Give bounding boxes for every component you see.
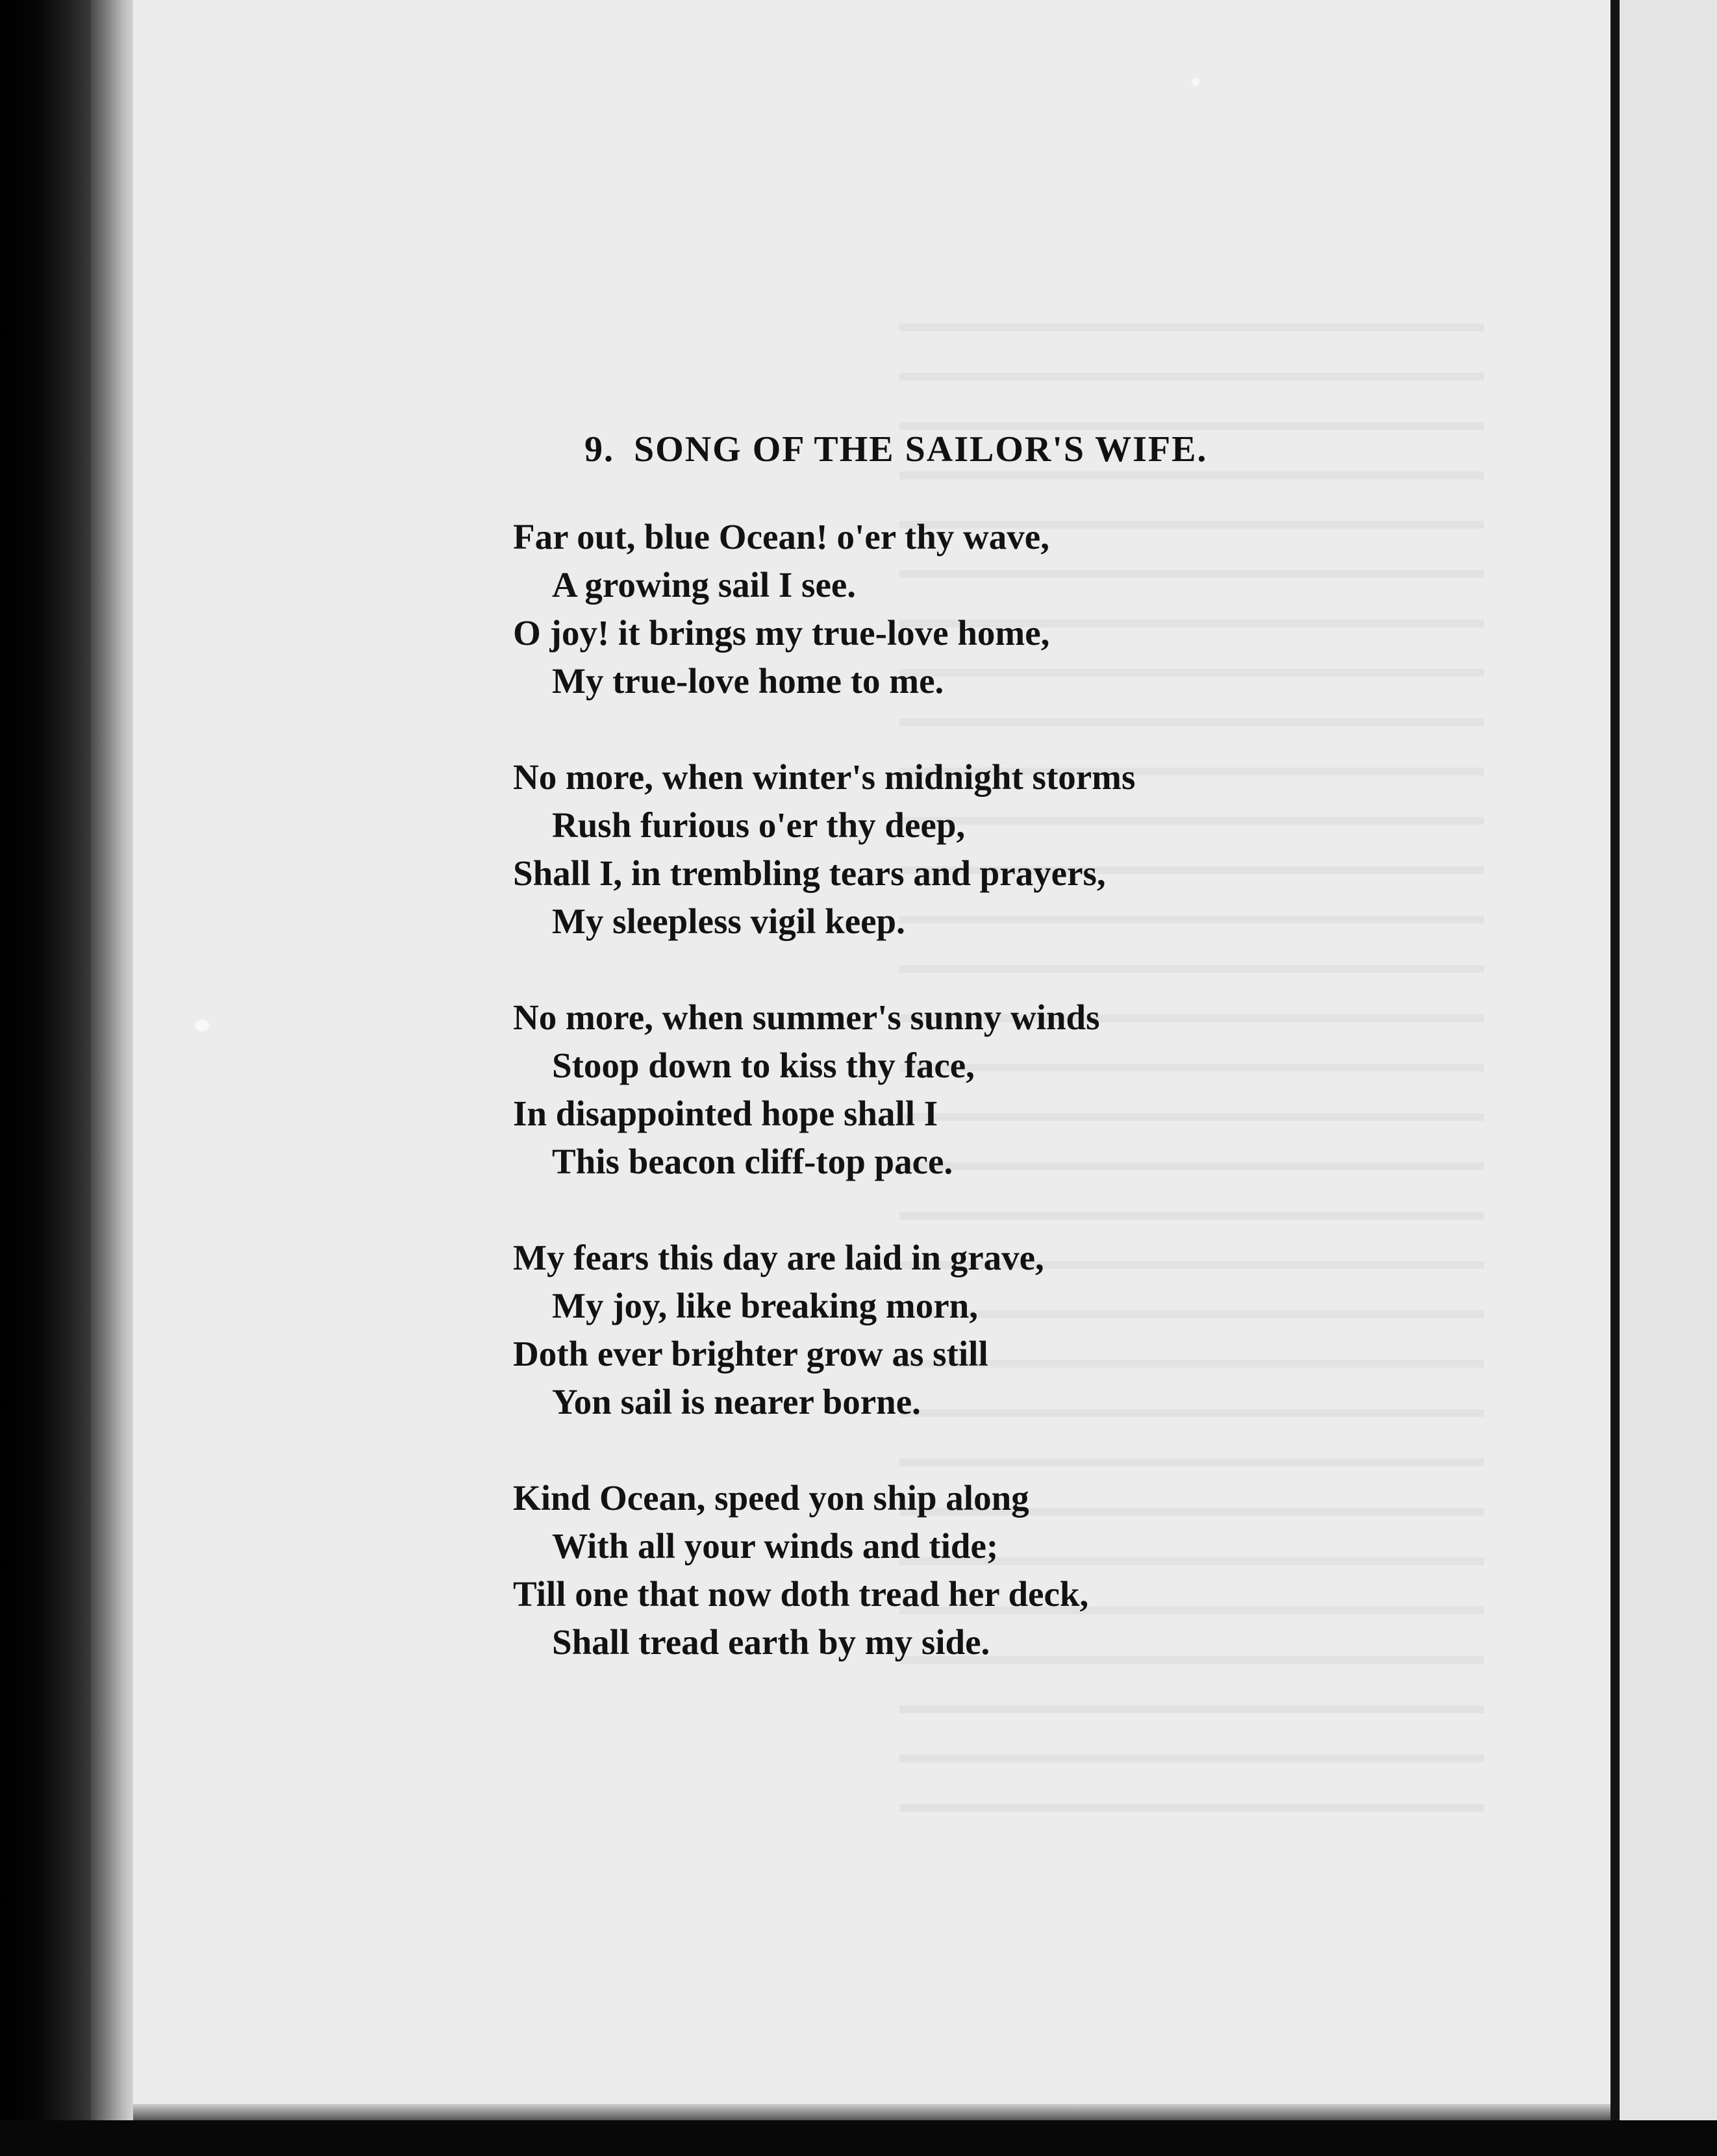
scan-border <box>0 2120 1717 2156</box>
poem-line: Far out, blue Ocean! o'er thy wave, <box>513 517 1049 557</box>
poem-line: Doth ever brighter grow as still <box>513 1334 988 1373</box>
poem-line: No more, when summer's sunny winds <box>513 997 1100 1037</box>
page-stack-edge <box>91 0 136 2120</box>
poem-body <box>513 513 1357 1666</box>
poem-line: My sleepless vigil keep. <box>552 901 905 941</box>
poem-line: A growing sail I see. <box>552 565 857 605</box>
poem-line: My joy, like breaking morn, <box>552 1286 978 1325</box>
poem-line: My true-love home to me. <box>552 661 944 701</box>
poem-line: Yon sail is nearer borne. <box>552 1382 921 1422</box>
facing-page-edge <box>1620 0 1717 2120</box>
poem-line: Kind Ocean, speed yon ship along <box>513 1478 1029 1518</box>
stanza <box>513 994 1357 1186</box>
poem-line: No more, when winter's midnight storms <box>513 757 1136 797</box>
scan-speck <box>1192 78 1199 86</box>
page-bottom-shadow <box>133 2104 1610 2120</box>
poem-line: My fears this day are laid in grave, <box>513 1238 1044 1277</box>
stanza <box>513 753 1357 946</box>
poem-line: Shall I, in trembling tears and prayers, <box>513 853 1106 893</box>
poem-line: O joy! it brings my true-love home, <box>513 613 1050 653</box>
stanza <box>513 1474 1357 1666</box>
book-binding <box>0 0 91 2156</box>
poem-line: With all your winds and tide; <box>552 1526 999 1566</box>
poem-line: Stoop down to kiss thy face, <box>552 1046 975 1085</box>
poem-line: Shall tread earth by my side. <box>552 1622 990 1662</box>
page-gutter <box>1610 0 1620 2120</box>
poem-line: This beacon cliff-top pace. <box>552 1142 953 1181</box>
poem-title <box>584 429 1429 470</box>
stanza <box>513 1234 1357 1426</box>
poem-line: Till one that now doth tread her deck, <box>513 1574 1089 1614</box>
poem-number: 9. <box>584 429 614 470</box>
stanza <box>513 513 1357 705</box>
scan-speck <box>195 1020 209 1031</box>
poem-title-text: SONG OF THE SAILOR'S WIFE. <box>634 429 1208 470</box>
poem-line: Rush furious o'er thy deep, <box>552 805 966 845</box>
poem-line: In disappointed hope shall I <box>513 1094 938 1133</box>
